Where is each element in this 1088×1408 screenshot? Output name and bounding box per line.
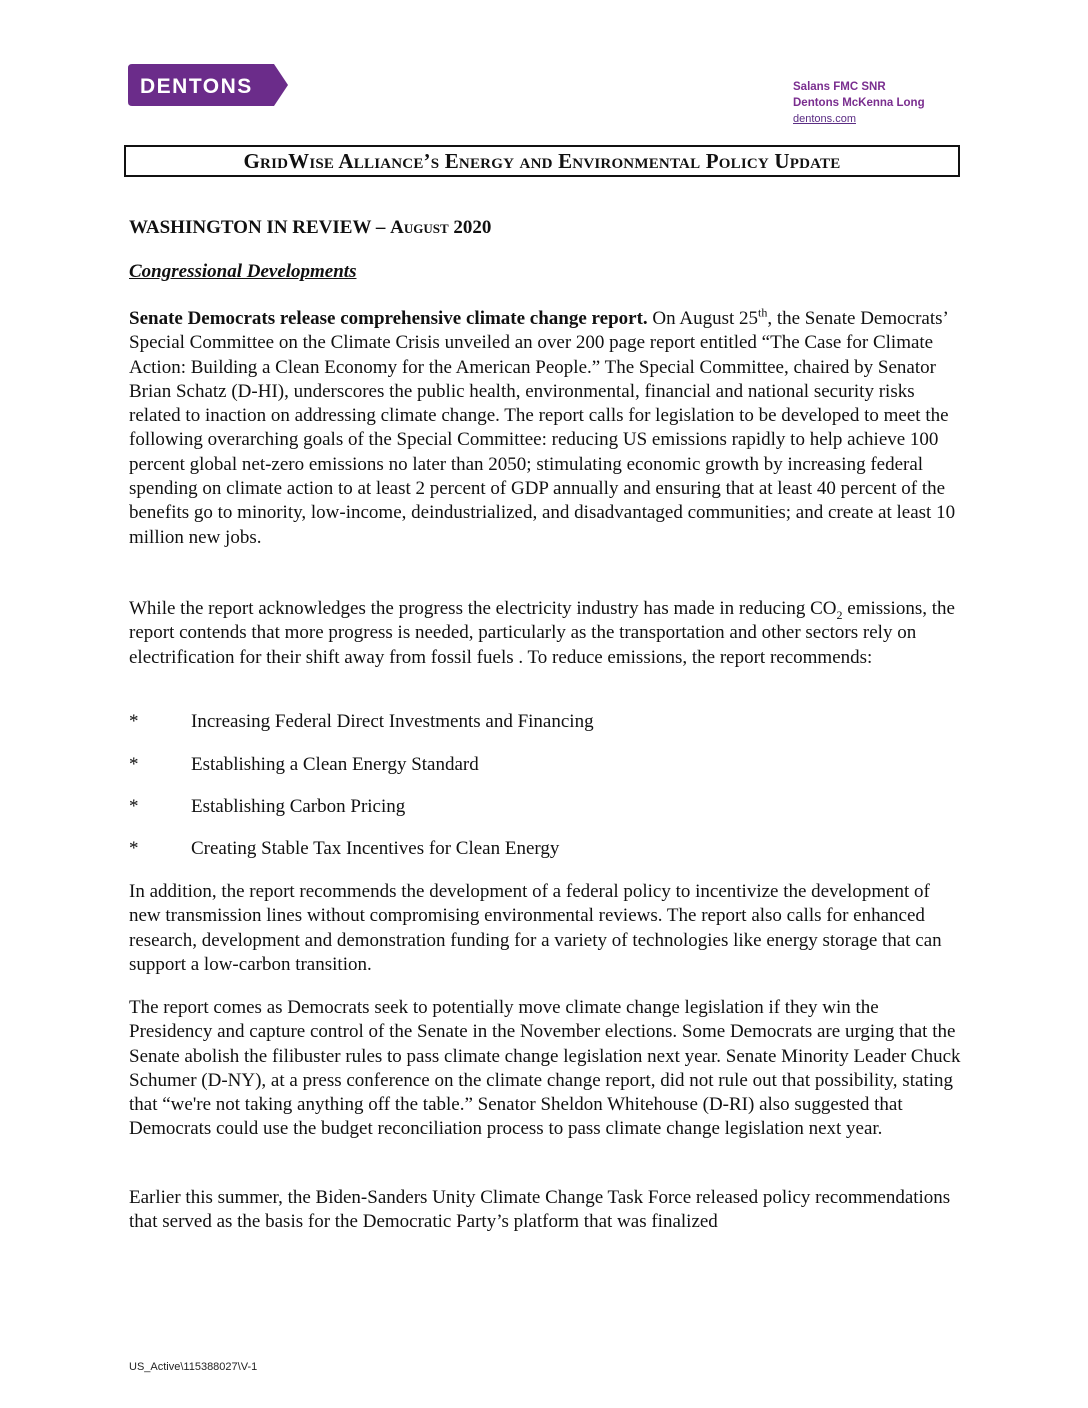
bullet-item <box>129 710 594 734</box>
bullet-text: Increasing Federal Direct Investments and Financing <box>191 711 594 732</box>
section-heading-main: WASHINGTON IN REVIEW – <box>129 217 391 238</box>
paragraph-2-text-a: While the report acknowledges the progress the electricity industry has made in reducing CO <box>129 598 837 619</box>
paragraph-2-sub: 2 <box>836 607 843 622</box>
section-heading <box>129 217 491 239</box>
section-heading-year: 2020 <box>448 217 492 238</box>
bullet-marker: * <box>129 838 139 859</box>
bullet-item <box>129 837 559 861</box>
logo-text: DENTONS <box>140 75 253 98</box>
logo-shape <box>128 64 288 106</box>
paragraph-1-lead: Senate Democrats release comprehensive climate change report. <box>129 308 648 329</box>
bullet-marker: * <box>129 711 139 732</box>
dentons-logo <box>128 64 288 106</box>
paragraph-2-text-b: emissions, the report contends that more progress is needed, particularly as the transportation and other sectors rely on electrification for their shift away from fossil fuels . To reduce emissions, the report recommends: <box>129 598 955 668</box>
document-footer-id: US_Active\115388027\V-1 <box>129 1361 258 1373</box>
subsection-heading: Congressional Developments <box>129 261 357 282</box>
firm-line-1: Salans FMC SNR <box>793 81 886 93</box>
firm-info <box>793 79 925 127</box>
paragraph-1-text-b: , the Senate Democrats’ Special Committee on the Climate Crisis unveiled an over 200 page report entitled “The Case for Climate Action: Building a Clean Economy for the American People.” The Special Committee, chaired by Senator Brian Schatz (D-HI), underscores the public health, environmental, financial and national security risks related to inaction on addressing climate change. The report calls for legislation to be developed to meet the following overarching goals of the Special Committee: reducing US emissions rapidly to help achieve 100 percent global net-zero emissions no later than 2050; stimulating economic growth by increasing federal spending on climate action to at least 2 percent of GDP annually and ensuring that at least 40 percent of the benefits go to minority, low-income, deindustrialized, and disadvantaged communities; and create at least 10 million new jobs. <box>129 308 956 548</box>
paragraph-1 <box>129 307 961 550</box>
bullet-item <box>129 795 405 819</box>
paragraph-5: Earlier this summer, the Biden-Sanders Unity Climate Change Task Force released policy recommendations that served as the basis for the Democratic Party’s platform that was finalized <box>129 1187 951 1233</box>
bullet-text: Establishing Carbon Pricing <box>191 796 406 817</box>
bullet-text: Creating Stable Tax Incentives for Clean Energy <box>191 838 560 859</box>
bullet-text: Establishing a Clean Energy Standard <box>191 754 479 775</box>
paragraph-2 <box>129 597 961 670</box>
document-title: GridWise Alliance’s Energy and Environmental Policy Update <box>243 148 841 173</box>
paragraph-4: The report comes as Democrats seek to potentially move climate change legislation if they win the Presidency and capture control of the Senate in the November elections. Some Democrats are urging that the Senate abolish the filibuster rules to pass climate change legislation next year. Senate Minority Leader Chuck Schumer (D-NY), at a press conference on the climate change report, did not rule out that possibility, stating that “we're not taking anything off the table.” Senator Sheldon Whitehouse (D-RI) also suggested that Democrats could use the budget reconciliation process to pass climate change legislation next year. <box>129 997 961 1140</box>
paragraph-3: In addition, the report recommends the development of a federal policy to incentivize the development of new transmission lines without compromising environmental reviews. The report also calls for enhanced research, development and demonstration funding for a variety of technologies like energy storage that can support a low-carbon transition. <box>129 881 942 975</box>
bullet-marker: * <box>129 796 139 817</box>
paragraph-1-sup: th <box>758 305 768 320</box>
firm-line-2: Dentons McKenna Long <box>793 97 925 109</box>
bullet-item <box>129 753 479 777</box>
firm-website-link[interactable]: dentons.com <box>793 113 856 125</box>
bullet-marker: * <box>129 754 139 775</box>
document-title-box <box>124 145 960 177</box>
paragraph-1-text-a: On August 25 <box>647 308 758 329</box>
section-heading-month: August <box>390 217 449 238</box>
